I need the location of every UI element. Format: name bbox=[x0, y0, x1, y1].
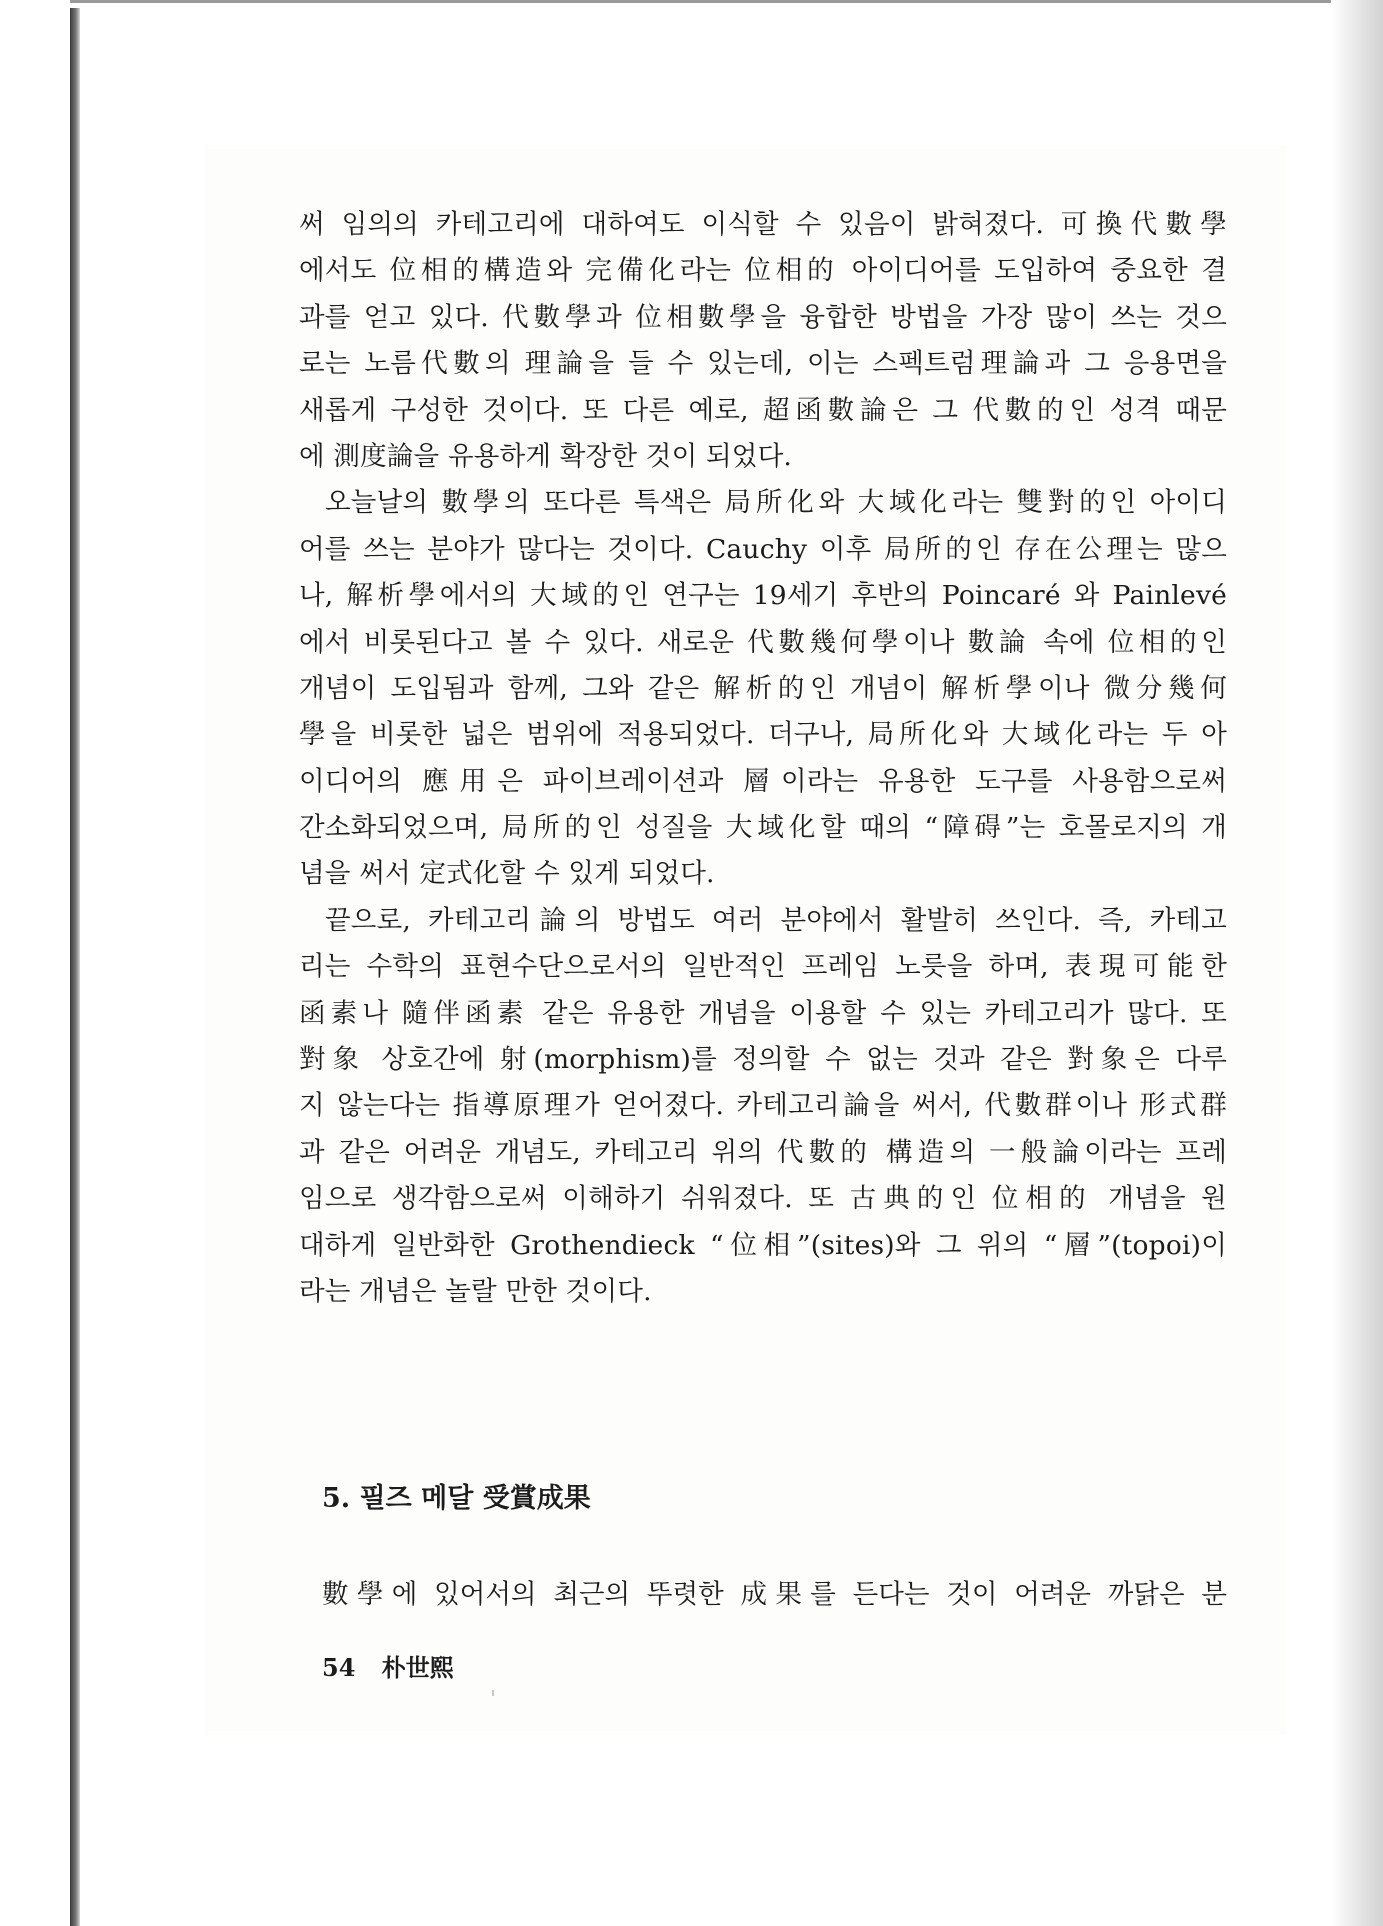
text-line: 對象 상호간에 射(morphism)를 정의할 수 없는 것과 같은 對象은 다루 bbox=[299, 1044, 1227, 1076]
text-line: 끝으로, 카테고리論의 방법도 여러 분야에서 활발히 쓰인다. 즉, 카테고 bbox=[325, 904, 1227, 936]
text-line: 간소화되었으며, 局所的인 성질을 大域化할 때의 “障碍”는 호몰로지의 개 bbox=[299, 812, 1227, 844]
page-right-shadow bbox=[1331, 0, 1383, 1926]
body-text bbox=[299, 202, 1227, 1315]
page-number: 54 bbox=[322, 1653, 356, 1682]
text-line: 념을 써서 定式化할 수 있게 되었다. bbox=[299, 858, 715, 890]
text-line: 리는 수학의 표현수단으로서의 일반적인 프레임 노릇을 하며, 表現可能한 bbox=[299, 951, 1227, 983]
text-line: 에서도 位相的構造와 完備化라는 位相的 아이디어를 도입하여 중요한 결 bbox=[299, 255, 1227, 287]
text-line: 새롭게 구성한 것이다. 또 다른 예로, 超函數論은 그 代數的인 성격 때문 bbox=[299, 394, 1227, 426]
text-line: 에 測度論을 유용하게 확장한 것이 되었다. bbox=[299, 440, 793, 472]
text-line: 나, 解析學에서의 大域的인 연구는 19세기 후반의 Poincaré 와 Painlevé bbox=[299, 580, 1227, 612]
text-line: 개념이 도입됨과 함께, 그와 같은 解析的인 개념이 解析學이나 微分幾何 bbox=[299, 672, 1227, 704]
text-line: 써 임의의 카테고리에 대하여도 이식할 수 있음이 밝혀졌다. 可換代數學 bbox=[299, 209, 1227, 240]
text-line: 과 같은 어려운 개념도, 카테고리 위의 代數的 構造의 一般論이라는 프레 bbox=[299, 1136, 1227, 1168]
text-line: 임으로 생각함으로써 이해하기 쉬워졌다. 또 古典的인 位相的 개념을 원 bbox=[299, 1183, 1227, 1215]
text-line: 學을 비롯한 넓은 범위에 적용되었다. 더구나, 局所化와 大域化라는 두 아 bbox=[299, 719, 1227, 751]
text-line: 오늘날의 數學의 또다른 특색은 局所化와 大域化라는 雙對的인 아이디 bbox=[325, 487, 1227, 519]
section-first-line: 數學에 있어서의 최근의 뚜렷한 成果를 든다는 것이 어려운 까닭은 분 bbox=[322, 1579, 1227, 1610]
text-line: 로는 노름代數의 理論을 들 수 있는데, 이는 스펙트럼理論과 그 응용면을 bbox=[299, 348, 1227, 380]
text-line: 에서 비롯된다고 볼 수 있다. 새로운 代數幾何學이나 數論 속에 位相的인 bbox=[299, 626, 1227, 658]
book-spine-edge bbox=[70, 8, 80, 1926]
section-heading: 5. 필즈 메달 受賞成果 bbox=[322, 1483, 591, 1514]
text-line: 대하게 일반화한 Grothendieck “位相”(sites)와 그 위의 “層”(topoi)이 bbox=[299, 1229, 1227, 1261]
text-line: 函素나 隨伴函素 같은 유용한 개념을 이용할 수 있는 카테고리가 많다. 또 bbox=[299, 997, 1227, 1029]
text-line: 이디어의 應用은 파이브레이션과 層이라는 유용한 도구를 사용함으로써 bbox=[299, 765, 1227, 797]
text-line: 라는 개념은 놀랄 만한 것이다. bbox=[299, 1275, 652, 1307]
text-line: 어를 쓰는 분야가 많다는 것이다. Cauchy 이후 局所的인 存在公理는 많으 bbox=[299, 533, 1227, 565]
scan-artifact bbox=[492, 1690, 494, 1696]
text-line: 지 않는다는 指導原理가 얻어졌다. 카테고리論을 써서, 代數群이나 形式群 bbox=[299, 1090, 1227, 1122]
page-top-edge bbox=[70, 0, 1360, 3]
page-footer bbox=[322, 1648, 454, 1683]
author-name: 朴世熙 bbox=[381, 1653, 454, 1682]
text-line: 과를 얻고 있다. 代數學과 位相數學을 융합한 방법을 가장 많이 쓰는 것으 bbox=[299, 301, 1227, 333]
